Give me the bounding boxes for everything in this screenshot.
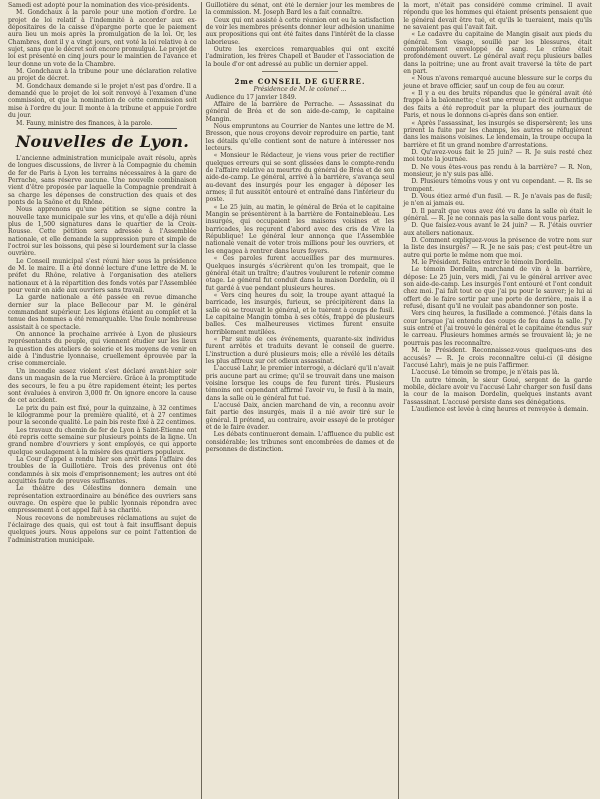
article-paragraph: Ceux qui ont assisté à cette réunion ont eu la satisfaction de voir les membres présents donner leur adhésion unanime aux propositions qui ont été faites dans l'intérêt de la classe laborieuse. — [205, 16, 395, 46]
heading-rule — [28, 128, 177, 129]
article-paragraph: « Le cadavre du capitaine de Mangin gisait aux pieds du général. Son visage, souillé par les blessures, était complètement enveloppé de sang. Le crâne était profondément ouvert. Le général avait reçu plusieurs balles dans la poitrine; une au front avait traversé la tête de part en part. — [403, 31, 593, 76]
col3-trial-continued — [403, 2, 592, 413]
article-paragraph: M. le Président. Reconnaissez-vous quelques-uns des accusés? — R. Je crois reconnaître celui-ci (il désigne l'accusé Lahr), mais je ne puis l'affirmer. — [403, 347, 593, 369]
article-paragraph: La Cour d'appel a rendu hier son arrêt dans l'affaire des troubles de la Guillotière. Trois des prévenus ont été condamnés à six mois d'emprisonnement; les autres ont été acquittés faute de preuves suffisantes. — [8, 455, 197, 485]
article-paragraph: Nous recevons de nombreuses réclamations au sujet de l'éclairage des quais, qui est tout à fait insuffisant depuis quelques jours. Nous appelons sur ce point l'attention de l'administration municipale. — [8, 514, 197, 544]
article-paragraph: « Il y a eu des bruits répandus que le général avait été frappé à la baïonnette; c'est une erreur. Le récit authentique des faits a été reproduit par la plupart des journaux de Paris, et nous le donnons ci-après dans son entier. — [403, 90, 593, 120]
article-paragraph: L'audience est levée à cinq heures et renvoyée à demain. — [411, 405, 589, 413]
article-paragraph: Nous empruntons au Courrier de Nantes une lettre de M. Bresson, que nous croyons devoir reproduire en partie, tant les détails qu'elle contient sont de nature à intéresser nos lecteurs. — [205, 122, 395, 152]
article-paragraph: Audience du 17 janvier 1849. — [205, 93, 297, 101]
article-paragraph: Vers cinq heures, la fusillade a commencé. J'étais dans la cour lorsque j'ai entendu des coups de feu dans la salle. J'y suis entré et j'ai trouvé le général et le capitaine étendus sur le carreau. Plusieurs hommes armés se trouvaient là; je ne pourrais pas les reconnaître. — [403, 310, 593, 347]
article-paragraph: Guillotière du sénat, ont été le dernier jour les membres de la commission. M. Joseph Bard les a fait connaître. — [205, 2, 395, 17]
article-paragraph: D. Ne vous êtes-vous pas rendu à la barrière? — R. Non, monsieur, je n'y suis pas allé. — [403, 163, 593, 178]
article-paragraph: D. Comment expliquez-vous la présence de votre nom sur la liste des insurgés? — R. Je ne sais pas; c'est peut-être un autre qui porte le même nom que moi. — [403, 237, 593, 259]
column-1 — [4, 2, 201, 799]
section-subheading: Présidence de M. le colonel ... — [253, 86, 347, 94]
article-paragraph: « Nous n'avons remarqué aucune blessure sur le corps du jeune et brave officier, sauf un coup de feu au cœur. — [403, 75, 593, 90]
article-paragraph: Samedi est adopté pour la nomination des vice-présidents. — [8, 2, 190, 9]
article-paragraph: Outre les exercices remarquables qui ont excité l'admiration, les frères Chapell et Bauder et l'association de la boule d'or ont adressé au public un dernier appel. — [205, 46, 395, 68]
article-paragraph: L'accusé Daix, ancien marchand de vin, a reconnu avoir fait partie des insurgés, mais il a nié avoir tiré sur le général. Il prétend, au contraire, avoir essayé de le protéger et de le faire évader. — [205, 402, 395, 432]
article-paragraph: « Après l'assassinat, les insurgés se dispersèrent; les uns prirent la fuite par les champs, les autres se réfugièrent dans les maisons voisines. Le lendemain, la troupe occupa la barrière et fit un grand nombre d'arrestations. — [403, 119, 593, 149]
article-paragraph: « Monsieur le Rédacteur, je viens vous prier de rectifier quelques erreurs qui se sont glissées dans le compte-rendu de l'affaire relative au meurtre du général de Bréa et de son aide-de-camp. Le général, arrivé à la barrière, s'avança seul au-devant des insurgés pour les engager à déposer les armes; il fut aussitôt entouré et entraîné dans l'intérieur du poste. — [205, 152, 395, 204]
article-paragraph: M. Gondchaux à la parole pour une motion d'ordre. Le projet de loi relatif à l'indemnité à accorder aux ex-dépositaires de la caisse d'épargne porte que le paiement aura lieu un mois après la promulgation de la loi. Or, les Chambres, dont il y a vingt jours, ont voté la loi relative à ce sujet, sans que le décret soit encore promulgué. Le projet de loi est présenté en cinq jours pour le maintien de l'avance et leur donne un vote de la Chambre. — [8, 9, 197, 68]
article-paragraph: M. Fauny, ministre des finances, à la parole. — [16, 119, 153, 127]
article-paragraph: D. Que faisiez-vous avant le 24 juin? — R. J'étais ouvrier aux ateliers nationaux. — [403, 222, 593, 237]
article-paragraph: On annonce la prochaine arrivée à Lyon de plusieurs représentants du peuple, qui viennent étudier sur les lieux la question des ateliers de soierie et les moyens de venir en aide à l'industrie lyonnaise, cruellement éprouvée par la crise commerciale. — [8, 331, 197, 368]
article-paragraph: Un autre témoin, le sieur Goué, sergent de la garde mobile, déclare avoir vu l'accusé Lahr charger son fusil dans la cour de la maison Dordelin, quelques instants avant l'assassinat. L'accusé persiste dans ses dénégations. — [403, 376, 593, 406]
col1-top-articles — [8, 2, 197, 127]
article-paragraph: L'ancienne administration municipale avait résolu, après de longues discussions, de livrer à la Compagnie du chemin de fer de Paris à Lyon les terrains nécessaires à la gare de Perrache, sans réserve aucune. Une nouvelle combinaison vient d'être proposée par laquelle la Compagnie prendrait à sa charge les dépenses de construction des quais et des ponts de la Saône et du Rhône. — [8, 154, 197, 206]
article-paragraph: Les travaux du chemin de fer de Lyon à Saint-Étienne ont été repris cette semaine sur plusieurs points de la ligne. Un grand nombre d'ouvriers y sont employés, ce qui apporte quelque soulagement à la misère des quartiers populeux. — [8, 426, 197, 456]
section-heading-conseil-de-guerre: 2me CONSEIL DE GUERRE. — [234, 77, 366, 87]
article-paragraph: Affaire de la barrière de Perrache. — Assassinat du général de Bréa et de son aide-de-camp, le capitaine Mangin. — [205, 100, 395, 123]
article-paragraph: « Le 25 juin, au matin, le général de Bréa et le capitaine Mangin se présentèrent à la barrière de Fontainebleau. Les insurgés, qui occupaient les maisons voisines et les barricades, les reçurent d'abord avec des cris de Vive la République! Le général leur annonça que l'Assemblée nationale venait de voter trois millions pour les ouvriers, et les engagea à rentrer dans leurs foyers. — [205, 203, 395, 255]
section-heading-lyon: Nouvelles de Lyon. — [15, 131, 190, 151]
article-paragraph: « Ces paroles furent accueillies par des murmures. Quelques insurgés s'écrièrent qu'on les trompait, que le général était un traître; d'autres voulurent le retenir comme otage. Le général fut conduit dans la maison Dordelin, où il fut gardé à vue pendant plusieurs heures. — [205, 255, 395, 292]
article-paragraph: Un incendie assez violent s'est déclaré avant-hier soir dans un magasin de la rue Mercière. Grâce à la promptitude des secours, le feu a pu être rapidement éteint; les pertes sont évaluées à environ 3,000 fr. On ignore encore la cause de cet accident. — [8, 367, 197, 405]
article-paragraph: Le prix du pain est fixé, pour la quinzaine, à 32 centimes le kilogramme pour la première qualité, et à 27 centimes pour la seconde qualité. Le pain bis reste fixé à 22 centimes. — [8, 404, 197, 427]
article-paragraph: Le Conseil municipal s'est réuni hier sous la présidence de M. le maire. Il a été donné lecture d'une lettre de M. le préfet du Rhône, relative à l'organisation des ateliers nationaux et à la répartition des fonds votés par l'Assemblée pour venir en aide aux ouvriers sans travail. — [8, 257, 197, 295]
col2-top-articles — [206, 2, 395, 68]
article-paragraph: Le théâtre des Célestins donnera demain une représentation extraordinaire au bénéfice des ouvriers sans ouvrage. On espère que le public lyonnais répondra avec empressement à cet appel fait à sa charité. — [8, 485, 197, 515]
article-paragraph: Les débats continueront demain. L'affluence du public est considérable; les tribunes sont encombrées de dames et de personnes de distinction. — [205, 431, 395, 454]
article-paragraph: L'accusé Lahr, le premier interrogé, a déclaré qu'il n'avait pris aucune part au crime; qu'il se trouvait dans une maison voisine lorsque les coups de feu furent tirés. Plusieurs témoins ont cependant affirmé l'avoir vu, le fusil à la main, dans la salle où le général fut tué. — [205, 365, 395, 402]
column-3 — [398, 2, 596, 799]
col2-trial-articles — [206, 94, 395, 454]
article-paragraph: M. le Président. Faites entrer le témoin Dordelin. — [411, 259, 564, 267]
article-paragraph: L'accusé. Le témoin se trompe, je n'étais pas là. — [411, 369, 560, 377]
article-paragraph: D. Qu'avez-vous fait le 25 juin? — R. Je suis resté chez moi toute la journée. — [403, 148, 593, 164]
article-paragraph: La garde nationale a été passée en revue dimanche dernier sur la place Bellecour par M. le général commandant supérieur. Les légions étaient au complet et la tenue des hommes a été remarquable. Une foule nombreuse assistait à ce spectacle. — [8, 294, 197, 331]
article-paragraph: Le témoin Dordelin, marchand de vin à la barrière, dépose: Le 25 juin, vers midi, j'ai vu le général arriver avec son aide-de-camp. Les insurgés l'ont entouré et l'ont conduit chez moi. J'ai fait tout ce que j'ai pu pour le sauver; je lui ai offert de le faire sortir par une porte de derrière, mais il a refusé, disant qu'il ne voulait pas abandonner son poste. — [403, 266, 593, 311]
article-paragraph: D. Vous étiez armé d'un fusil. — R. Je n'avais pas de fusil; je n'en ai jamais eu. — [403, 192, 593, 208]
col1-lyon-articles — [8, 155, 197, 544]
article-paragraph: la mort, n'était pas considéré comme criminel. Il avait répondu que les hommes qui étaient présents pensaient que le général devait être tué, et qu'ils le tueraient, mais qu'ils ne savaient pas qui l'avait fait. — [403, 2, 593, 32]
column-2 — [201, 2, 399, 799]
article-paragraph: « Par suite de ces événements, quarante-six individus furent arrêtés et traduits devant le conseil de guerre. L'instruction a duré plusieurs mois; elle a révélé les détails les plus affreux sur cet odieux assassinat. — [205, 335, 395, 365]
section-separator — [262, 71, 337, 72]
article-paragraph: M. Gondchaux demande si le projet n'est pas d'ordre. Il a demandé que le projet de loi soit renvoyé à l'examen d'une commission, et que la nomination de cette commission soit mise à l'ordre du jour. Il monte à la tribune et appuie l'ordre du jour. — [8, 82, 197, 120]
article-paragraph: D. Il paraît que vous avez été vu dans la salle où était le général. — R. Je ne connais pas la salle dont vous parlez. — [403, 207, 593, 222]
article-paragraph: Nous apprenons qu'une pétition se signe contre la nouvelle taxe municipale sur les vins, et qu'elle a déjà réuni plus de 1,500 signatures dans le quartier de la Croix-Rousse. Cette pétition sera adressée à l'Assemblée nationale, et elle demande la suppression pure et simple de l'octroi sur les boissons, qui pèse si lourdement sur la classe ouvrière. — [8, 206, 197, 258]
article-paragraph: M. Gondchaux à la tribune pour une déclaration relative au projet de décret. — [8, 68, 197, 83]
article-paragraph: « Vers cinq heures du soir, la troupe ayant attaqué la barricade, les insurgés, furieux, se précipitèrent dans la salle où se trouvait le général, et le tuèrent à coups de fusil. Le capitaine Mangin tomba à ses côtés, frappé de plusieurs balles. Ces malheureuses victimes furent ensuite horriblement mutilées. — [205, 291, 395, 336]
article-paragraph: D. Plusieurs témoins vous y ont vu cependant. — R. Ils se trompent. — [403, 178, 593, 193]
